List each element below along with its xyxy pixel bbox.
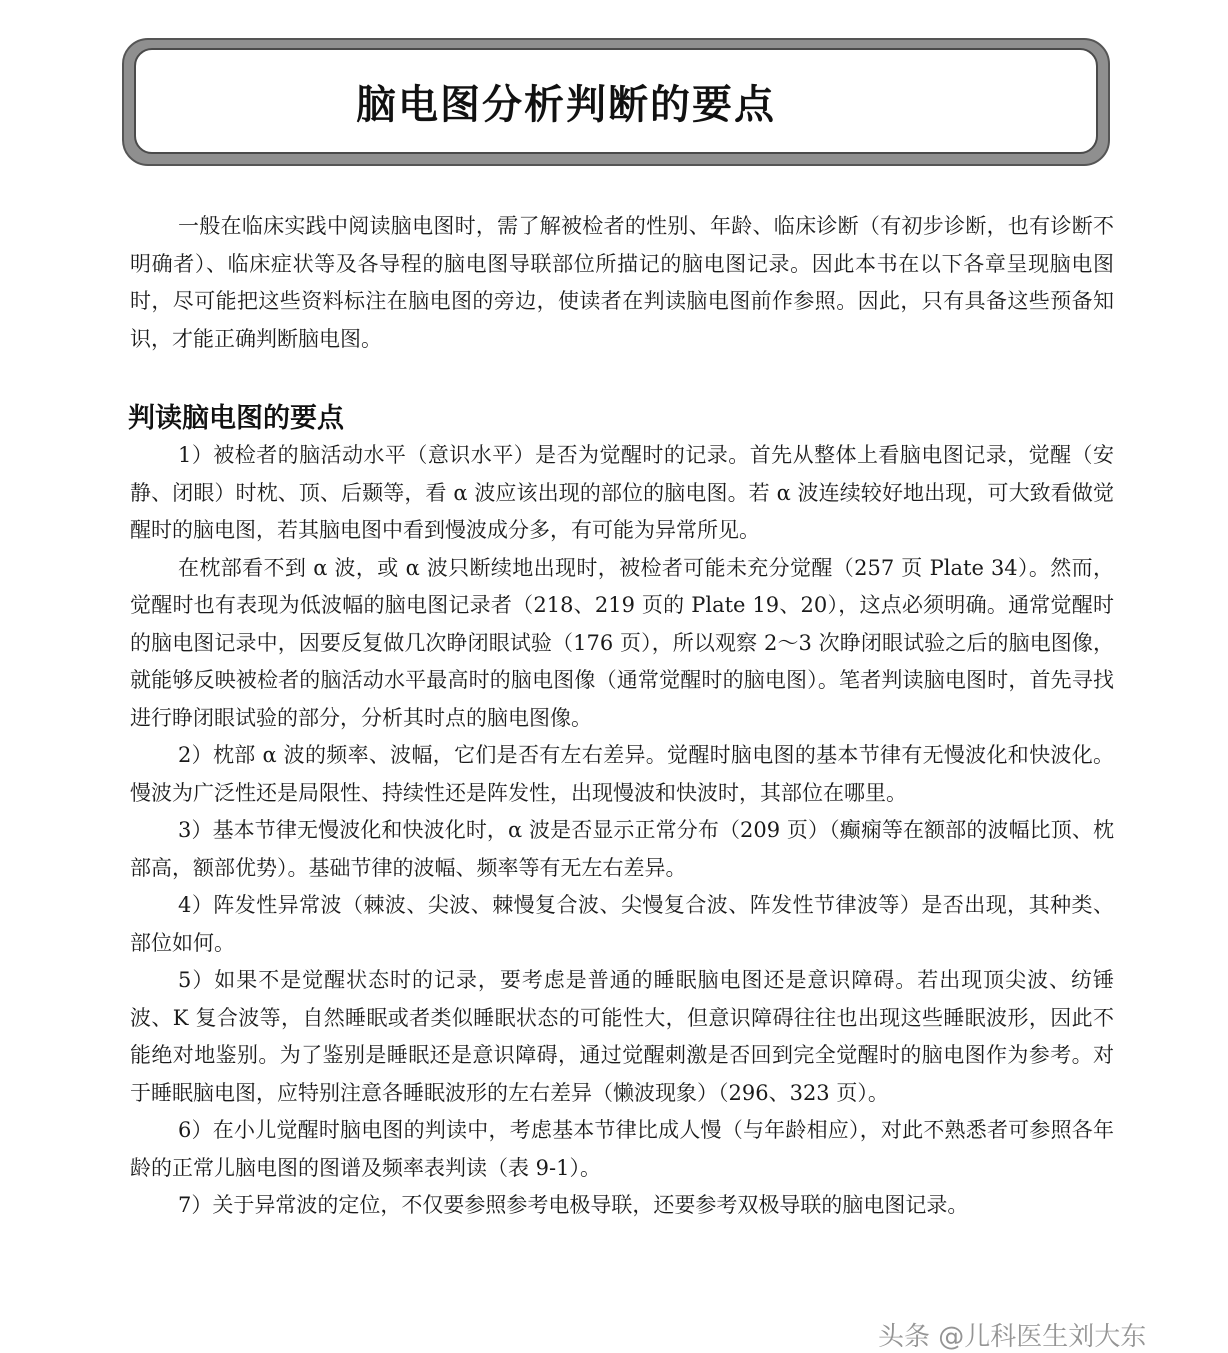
page-title: 脑电图分析判断的要点 xyxy=(356,80,776,128)
paragraph-item-2: 2）枕部 α 波的频率、波幅，它们是否有左右差异。觉醒时脑电图的基本节律有无慢波化和快波化。慢波为广泛性还是局限性、持续性还是阵发性，出现慢波和快波时，其部位在哪里。 xyxy=(130,743,1114,805)
title-box xyxy=(134,48,1098,154)
section-heading: 判读脑电图的要点 xyxy=(128,403,344,434)
intro-paragraph: 一般在临床实践中阅读脑电图时，需了解被检者的性别、年龄、临床诊断（有初步诊断，也有诊断不明确者）、临床症状等及各导程的脑电图导联部位所描记的脑电图记录。因此本书在以下各章呈现脑电图时，尽可能把这些资料标注在脑电图的旁边，使读者在判读脑电图前作参照。因此，只有具备这些预备知识，才能正确判断脑电图。 xyxy=(130,214,1114,351)
paragraph-item-3: 3）基本节律无慢波化和快波化时，α 波是否显示正常分布（209 页）（癫痫等在额部的波幅比顶、枕部高，额部优势）。基础节律的波幅、频率等有无左右差异。 xyxy=(130,818,1114,880)
body-text xyxy=(130,437,1114,1225)
paragraph-item-4: 4）阵发性异常波（棘波、尖波、棘慢复合波、尖慢复合波、阵发性节律波等）是否出现，其种类、部位如何。 xyxy=(130,893,1114,955)
watermark: 头条 @儿科医生刘大东 xyxy=(878,1322,1147,1352)
paragraph-item-6: 6）在小儿觉醒时脑电图的判读中，考虑基本节律比成人慢（与年龄相应），对此不熟悉者可参照各年龄的正常儿脑电图的图谱及频率表判读（表 9-1）。 xyxy=(130,1118,1114,1180)
paragraph-item-5: 5）如果不是觉醒状态时的记录，要考虑是普通的睡眠脑电图还是意识障碍。若出现顶尖波、纺锤波、K 复合波等，自然睡眠或者类似睡眠状态的可能性大，但意识障碍往往也出现这些睡眠波形，因此不能绝对地鉴别。为了鉴别是睡眠还是意识障碍，通过觉醒刺激是否回到完全觉醒时的脑电图作为参考。对于睡眠脑电图，应特别注意各睡眠波形的左右差异（懒波现象）（296、323 页）。 xyxy=(130,968,1114,1105)
paragraph-item-1: 1）被检者的脑活动水平（意识水平）是否为觉醒时的记录。首先从整体上看脑电图记录，觉醒（安静、闭眼）时枕、顶、后颞等，看 α 波应该出现的部位的脑电图。若 α 波连续较好地出现，可大致看做觉醒时的脑电图，若其脑电图中看到慢波成分多，有可能为异常所见。 xyxy=(130,443,1114,542)
paragraph-item-7: 7）关于异常波的定位，不仅要参照参考电极导联，还要参考双极导联的脑电图记录。 xyxy=(178,1193,969,1217)
paragraph-item-1-continued: 在枕部看不到 α 波，或 α 波只断续地出现时，被检者可能未充分觉醒（257 页 Plate 34）。然而，觉醒时也有表现为低波幅的脑电图记录者（218、219 页的 Plate 19、20），这点必须明确。通常觉醒时的脑电图记录中，因要反复做几次睁闭眼试验（176 页），所以观察 2～3 次睁闭眼试验之后的脑电图像，就能够反映被检者的脑活动水平最高时的脑电图像（通常觉醒时的脑电图）。笔者判读脑电图时，首先寻找进行睁闭眼试验的部分，分析其时点的脑电图像。 xyxy=(130,555,1114,730)
title-frame xyxy=(122,38,1110,166)
